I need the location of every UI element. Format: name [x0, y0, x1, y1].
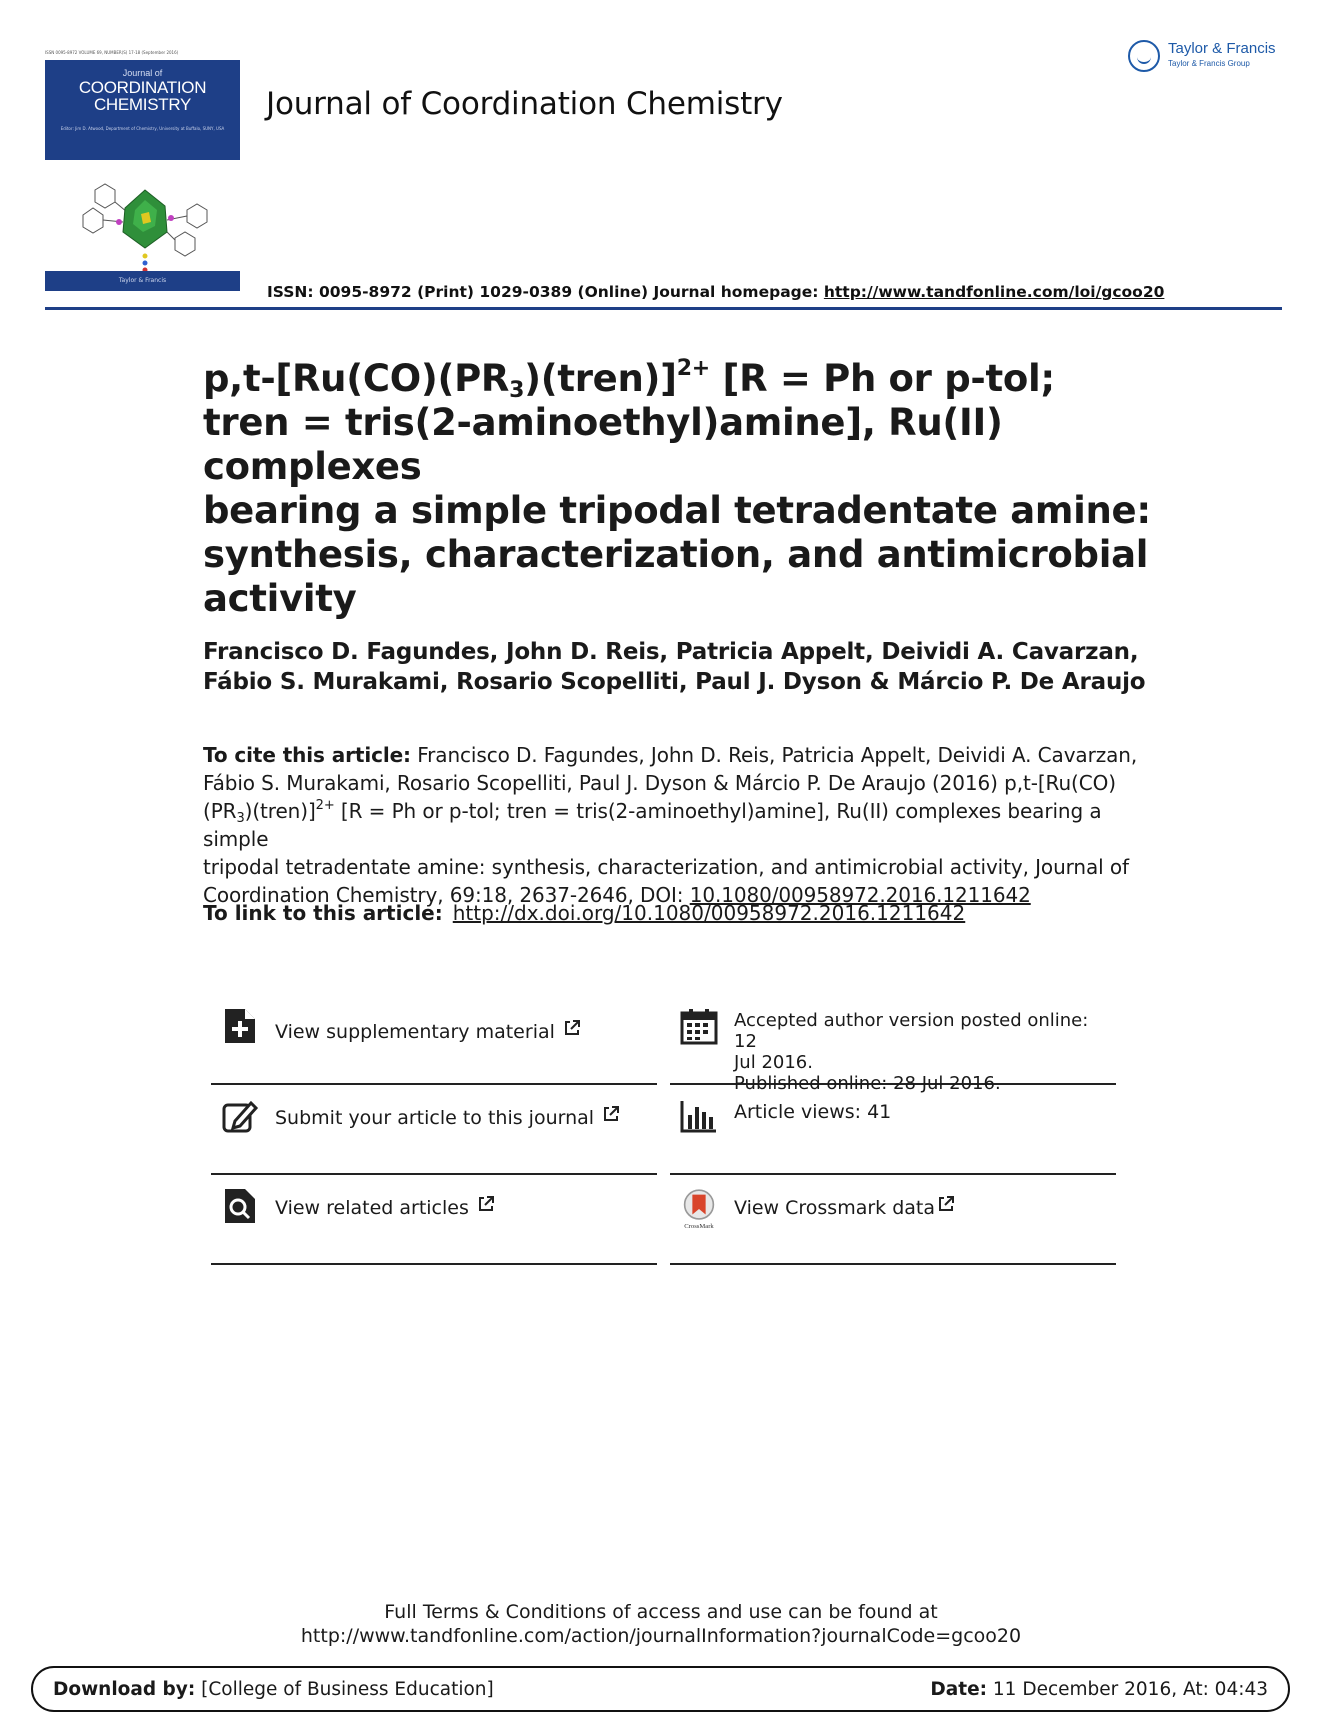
- citation-text: Francisco D. Fagundes, John D. Reis, Patricia Appelt, Deividi A. Cavarzan,: [410, 743, 1138, 767]
- supplementary-label: View supplementary material: [275, 1021, 555, 1043]
- article-views-label: Article views: 41: [734, 1101, 892, 1123]
- journal-name[interactable]: Journal of Coordination Chemistry: [266, 86, 783, 122]
- title-superscript: 2+: [676, 356, 710, 381]
- title-part: [R = Ph or p-tol;: [709, 357, 1055, 400]
- publisher-group: Taylor & Francis Group: [1168, 59, 1250, 68]
- crossmark-label: View Crossmark data: [734, 1197, 936, 1219]
- external-link-icon: [563, 1019, 581, 1037]
- header-divider: [45, 307, 1282, 310]
- title-subscript: 3: [509, 378, 525, 403]
- article-link-line: [203, 901, 965, 925]
- citation-block: [203, 741, 1163, 909]
- title-part: p,t-[Ru(CO)(PR: [203, 357, 510, 400]
- download-by-value: [College of Business Education]: [195, 1679, 494, 1700]
- citation-label: To cite this article:: [203, 743, 411, 767]
- cover-journal-of: Journal of: [122, 68, 163, 78]
- authors-line: Fábio S. Murakami, Rosario Scopelliti, Paul J. Dyson & Márcio P. De Araujo: [203, 669, 1146, 695]
- title-line: synthesis, characterization, and antimicrobial: [203, 533, 1149, 576]
- view-supplementary-button[interactable]: [211, 995, 657, 1085]
- related-label: View related articles: [275, 1197, 469, 1219]
- view-related-articles-button[interactable]: [211, 1175, 657, 1265]
- submit-article-button[interactable]: [211, 1085, 657, 1175]
- title-line: tren = tris(2-aminoethyl)amine], Ru(II) complexes: [203, 401, 1003, 488]
- citation-text: (PR: [203, 799, 237, 823]
- download-by-label: Download by:: [53, 1679, 196, 1700]
- external-link-icon: [602, 1105, 620, 1123]
- authors-line: Francisco D. Fagundes, John D. Reis, Patricia Appelt, Deividi A. Cavarzan,: [203, 639, 1139, 665]
- cover-publisher-badge: Taylor & Francis: [118, 277, 167, 284]
- calendar-icon: [680, 1007, 718, 1045]
- download-date-label: Date:: [930, 1679, 988, 1700]
- accepted-date-line2: Jul 2016.: [734, 1052, 813, 1073]
- issn-text: ISSN: 0095-8972 (Print) 1029-0389 (Online) Journal homepage:: [267, 283, 824, 301]
- citation-text: tripodal tetradentate amine: synthesis, characterization, and antimicrobial activity, Journal of: [203, 855, 1129, 879]
- citation-text: )(tren)]: [244, 799, 316, 823]
- cover-title: [45, 79, 240, 113]
- title-line: bearing a simple tripodal tetradentate amine:: [203, 489, 1151, 532]
- article-authors: [203, 637, 1183, 697]
- cover-title-line2: CHEMISTRY: [93, 95, 192, 114]
- search-document-icon: [221, 1187, 259, 1225]
- download-info-bar: [31, 1666, 1290, 1712]
- view-crossmark-button[interactable]: [670, 1175, 1116, 1265]
- citation-superscript: 2+: [315, 798, 335, 813]
- citation-text: Coordination Chemistry, 69:18, 2637-2646, DOI:: [203, 883, 690, 907]
- journal-homepage-link[interactable]: http://www.tandfonline.com/loi/gcoo20: [823, 283, 1165, 301]
- journal-cover-image: [45, 50, 240, 293]
- cover-top-line: ISSN 0095-8972 VOLUME 69, NUMBER(S) 17-18 (September 2016): [45, 50, 179, 55]
- external-link-icon: [477, 1195, 495, 1213]
- publisher-logo[interactable]: [1128, 38, 1288, 78]
- issn-line: [267, 283, 1164, 301]
- article-title: [203, 357, 1163, 621]
- tf-logo-icon: [1128, 40, 1160, 72]
- publisher-name: Taylor & Francis: [1168, 40, 1276, 57]
- publication-dates: [670, 995, 1116, 1094]
- published-date: Published online: 28 Jul 2016.: [734, 1073, 1001, 1094]
- download-by: [53, 1679, 494, 1700]
- download-date-value: 11 December 2016, At: 04:43: [987, 1679, 1268, 1700]
- link-label: To link to this article:: [203, 901, 443, 925]
- cover-editor: Editor: Jim D. Atwood, Department of Chemistry, University at Buffalo, SUNY, USA: [60, 126, 225, 131]
- citation-subscript: 3: [236, 811, 245, 826]
- article-views: [670, 1085, 1116, 1175]
- cover-title-line1: COORDINATION: [78, 78, 207, 97]
- edit-icon: [221, 1097, 259, 1135]
- download-date: [930, 1679, 1268, 1700]
- citation-text: [R = Ph or p-tol; tren = tris(2-aminoethyl)amine], Ru(II) complexes bearing a simple: [203, 799, 1102, 851]
- crossmark-icon: [678, 1187, 720, 1231]
- terms-line1: Full Terms & Conditions of access and use can be found at: [384, 1601, 938, 1623]
- add-file-icon: [221, 1007, 259, 1045]
- submit-label: Submit your article to this journal: [275, 1107, 595, 1129]
- article-doi-url-link[interactable]: http://dx.doi.org/10.1080/00958972.2016.1211642: [452, 901, 966, 925]
- terms-url[interactable]: http://www.tandfonline.com/action/journalInformation?journalCode=gcoo20: [300, 1625, 1022, 1647]
- title-part: )(tren)]: [524, 357, 677, 400]
- accepted-date-line1: Accepted author version posted online: 12: [734, 1010, 1089, 1052]
- bar-chart-icon: [680, 1097, 718, 1135]
- title-line: activity: [203, 577, 357, 620]
- terms-and-conditions: [0, 1600, 1322, 1648]
- crossmark-caption: CrossMark: [684, 1222, 714, 1230]
- cover-publisher-band: [45, 271, 240, 291]
- doi-link[interactable]: 10.1080/00958972.2016.1211642: [689, 883, 1031, 907]
- external-link-icon: [937, 1195, 955, 1213]
- citation-text: Fábio S. Murakami, Rosario Scopelliti, Paul J. Dyson & Márcio P. De Araujo (2016) p,t-[Ru(CO): [203, 771, 1116, 795]
